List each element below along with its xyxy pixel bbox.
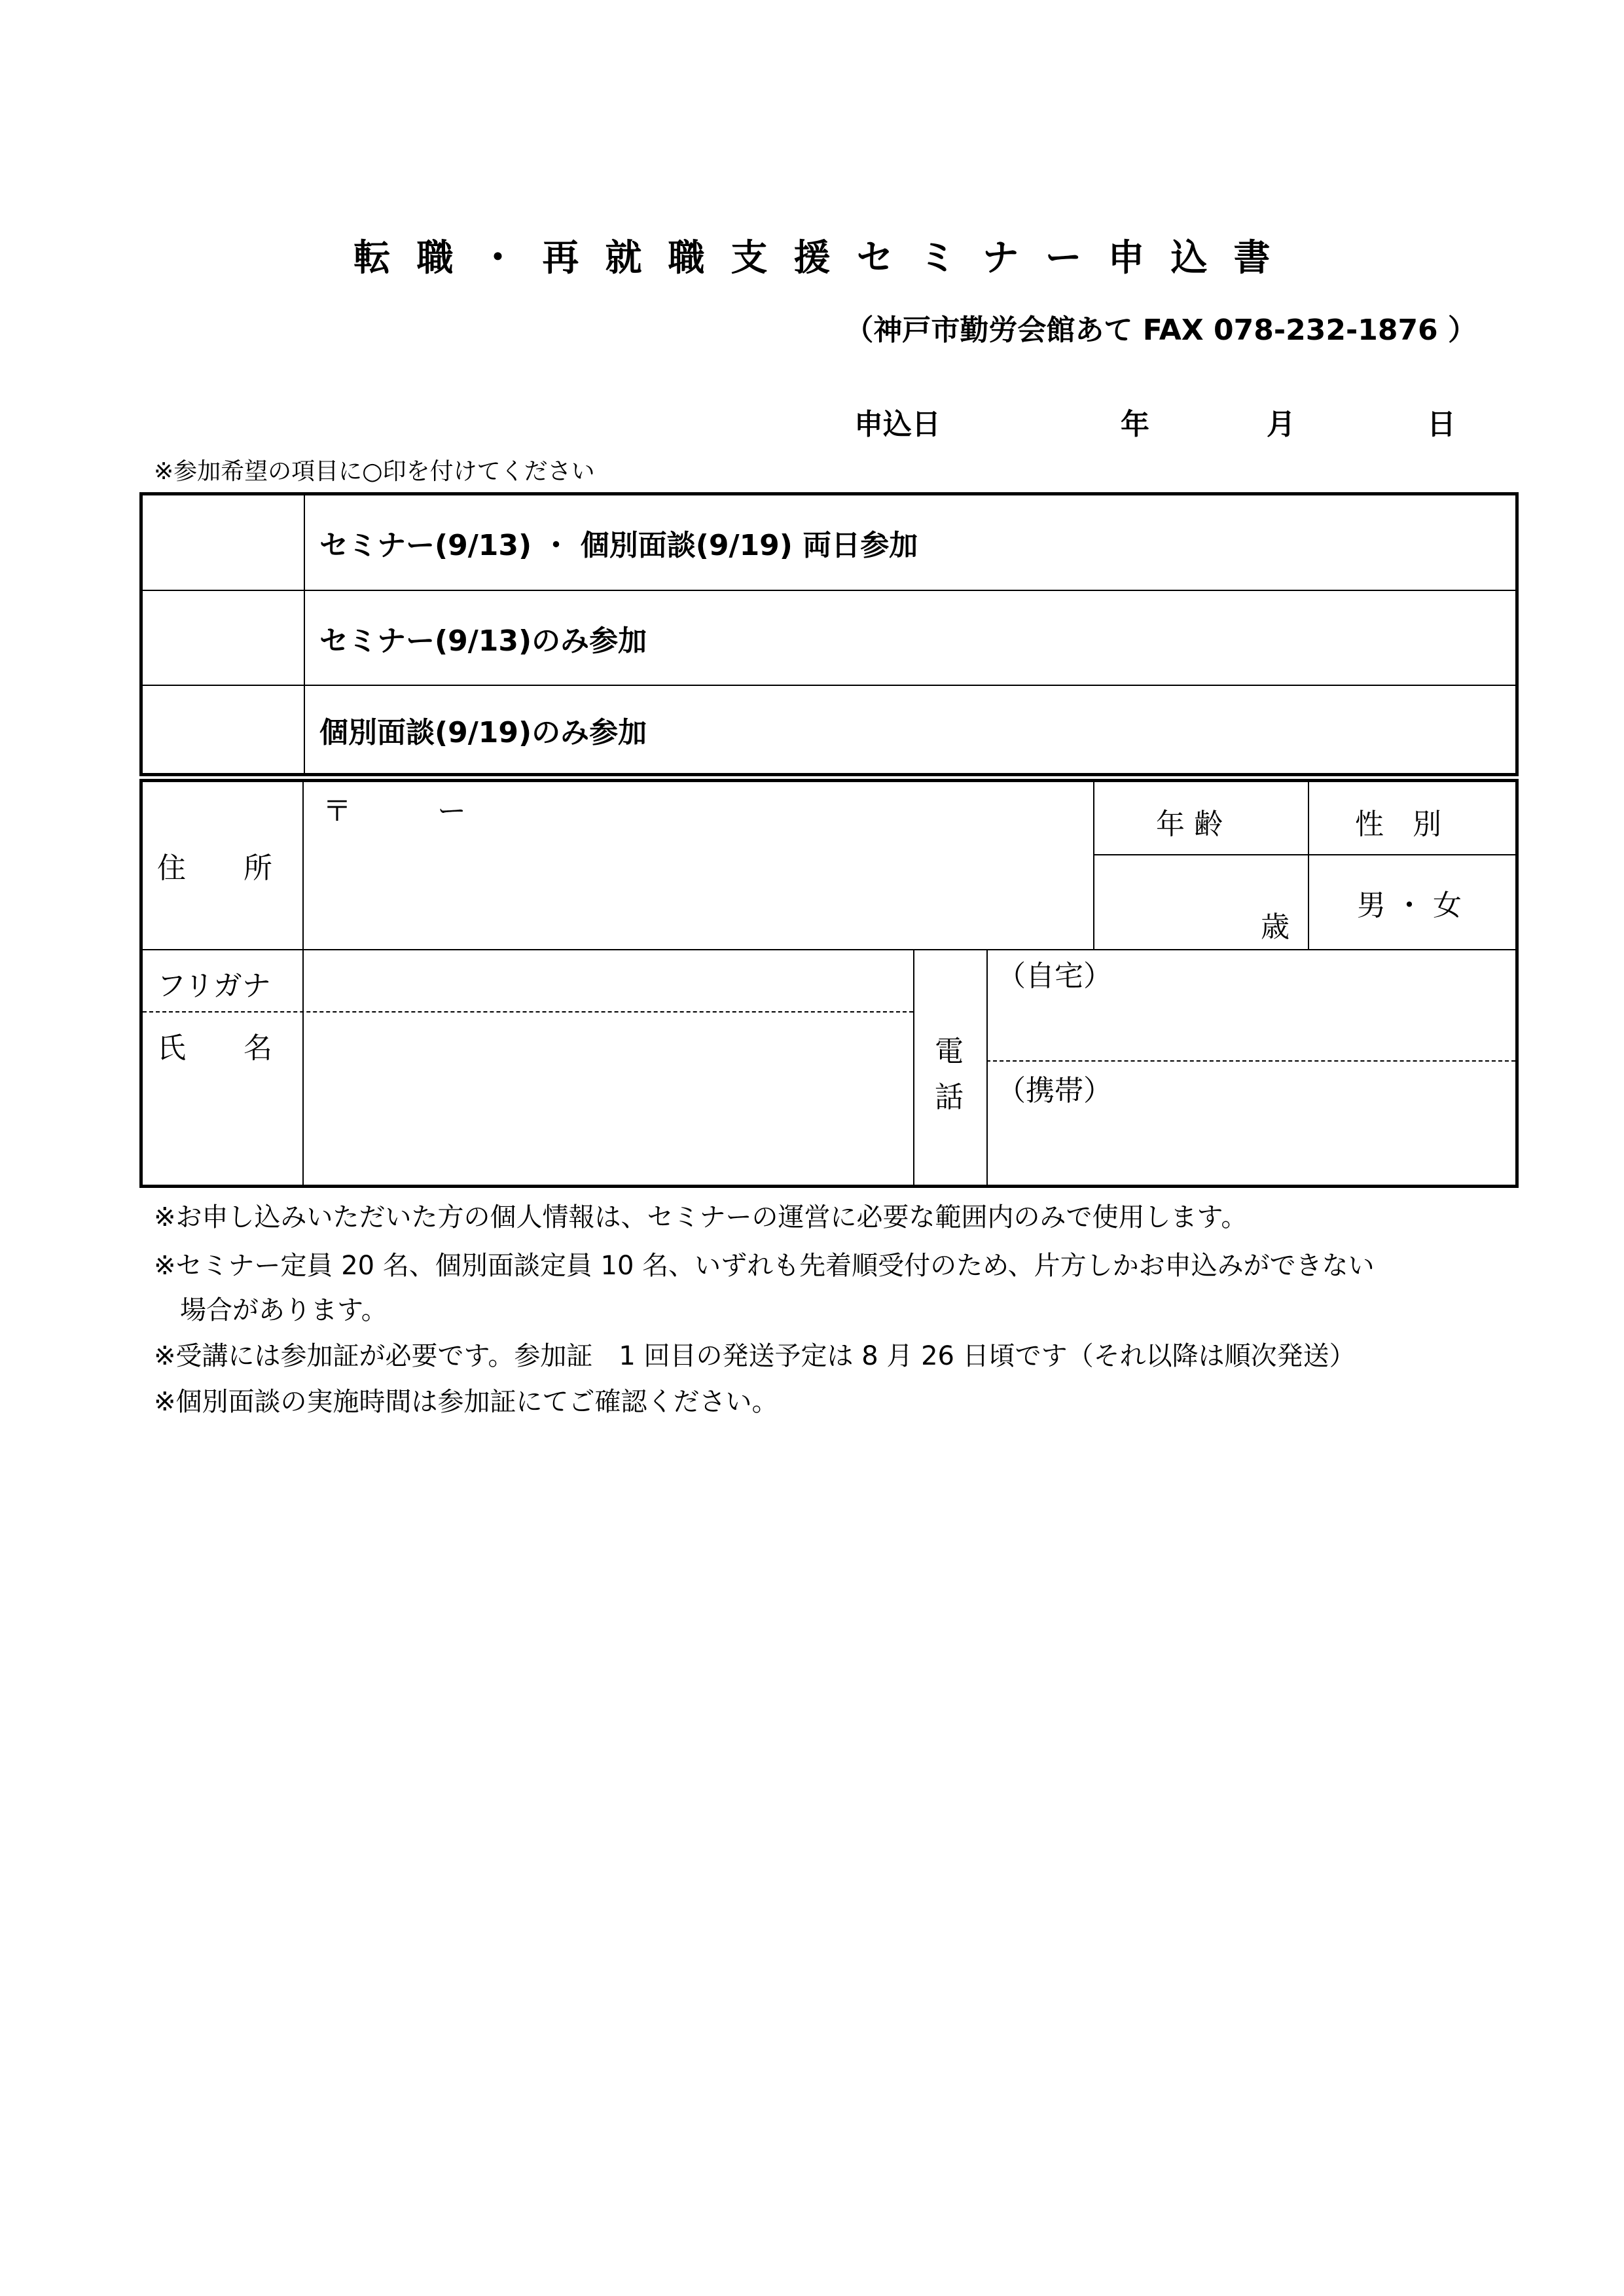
age-input-area[interactable] <box>1094 855 1258 949</box>
date-day-label: 日 <box>1427 408 1456 441</box>
option-label: 個別面談(9/19)のみ参加 <box>319 715 647 749</box>
furigana-input-area[interactable] <box>304 950 912 1011</box>
date-year-label: 年 <box>1121 408 1149 441</box>
name-label: 氏 名 <box>157 1031 272 1065</box>
interview-time-note: ※個別面談の実施時間は参加証にてご確認ください。 <box>154 1387 778 1417</box>
capacity-note-continued: 場合があります。 <box>154 1295 388 1325</box>
address-input-area[interactable] <box>304 821 1092 949</box>
participation-options-table <box>139 492 1519 776</box>
fax-destination: （神戸市勤労会館あて FAX 078-232-1876 ） <box>844 314 1477 347</box>
postal-mark: 〒 <box>323 795 352 828</box>
phone-home-label: （自宅） <box>997 960 1112 993</box>
address-label: 住 所 <box>157 852 272 885</box>
postal-separator: ー <box>437 795 466 828</box>
age-label: 年 齢 <box>1156 808 1223 841</box>
option-row-interview <box>143 686 1515 773</box>
capacity-note: ※セミナー定員 20 名、個別面談定員 10 名、いずれも先着順受付のため、片方しかお申込みができない <box>154 1251 1375 1281</box>
applicant-info-table <box>139 779 1519 1188</box>
gender-label: 性 別 <box>1355 808 1441 841</box>
option-mark-cell[interactable] <box>143 591 305 685</box>
option-row-both <box>143 495 1515 591</box>
phone-home-input-area[interactable] <box>988 992 1515 1060</box>
option-mark-cell[interactable] <box>143 686 305 773</box>
option-label: セミナー(9/13)のみ参加 <box>319 624 647 658</box>
privacy-note: ※お申し込みいただいた方の個人情報は、セミナーの運営に必要な範囲内のみで使用します。 <box>154 1202 1248 1232</box>
gender-options[interactable]: 男 ・ 女 <box>1357 889 1462 922</box>
phone-mobile-label: （携帯） <box>997 1074 1112 1107</box>
option-row-seminar <box>143 591 1515 686</box>
phone-mobile-input-area[interactable] <box>988 1106 1515 1185</box>
instruction-note: ※参加希望の項目に○印を付けてください <box>154 458 595 485</box>
name-input-area[interactable] <box>304 1013 912 1185</box>
option-mark-cell[interactable] <box>143 495 305 590</box>
phone-label-bottom: 話 <box>935 1081 964 1114</box>
option-label: セミナー(9/13) ・ 個別面談(9/19) 両日参加 <box>319 529 918 562</box>
admission-ticket-note: ※受講には参加証が必要です。参加証 1 回目の発送予定は 8 月 26 日頃です（それ以降は順次発送） <box>154 1341 1356 1371</box>
application-date-label: 申込日 <box>854 408 941 441</box>
phone-label-top: 電 <box>935 1035 964 1068</box>
date-month-label: 月 <box>1267 408 1295 441</box>
form-title: 転職・再就職支援セミナー申込書 <box>353 237 1297 279</box>
age-unit: 歳 <box>1261 910 1290 944</box>
furigana-label: フリガナ <box>157 969 271 1003</box>
